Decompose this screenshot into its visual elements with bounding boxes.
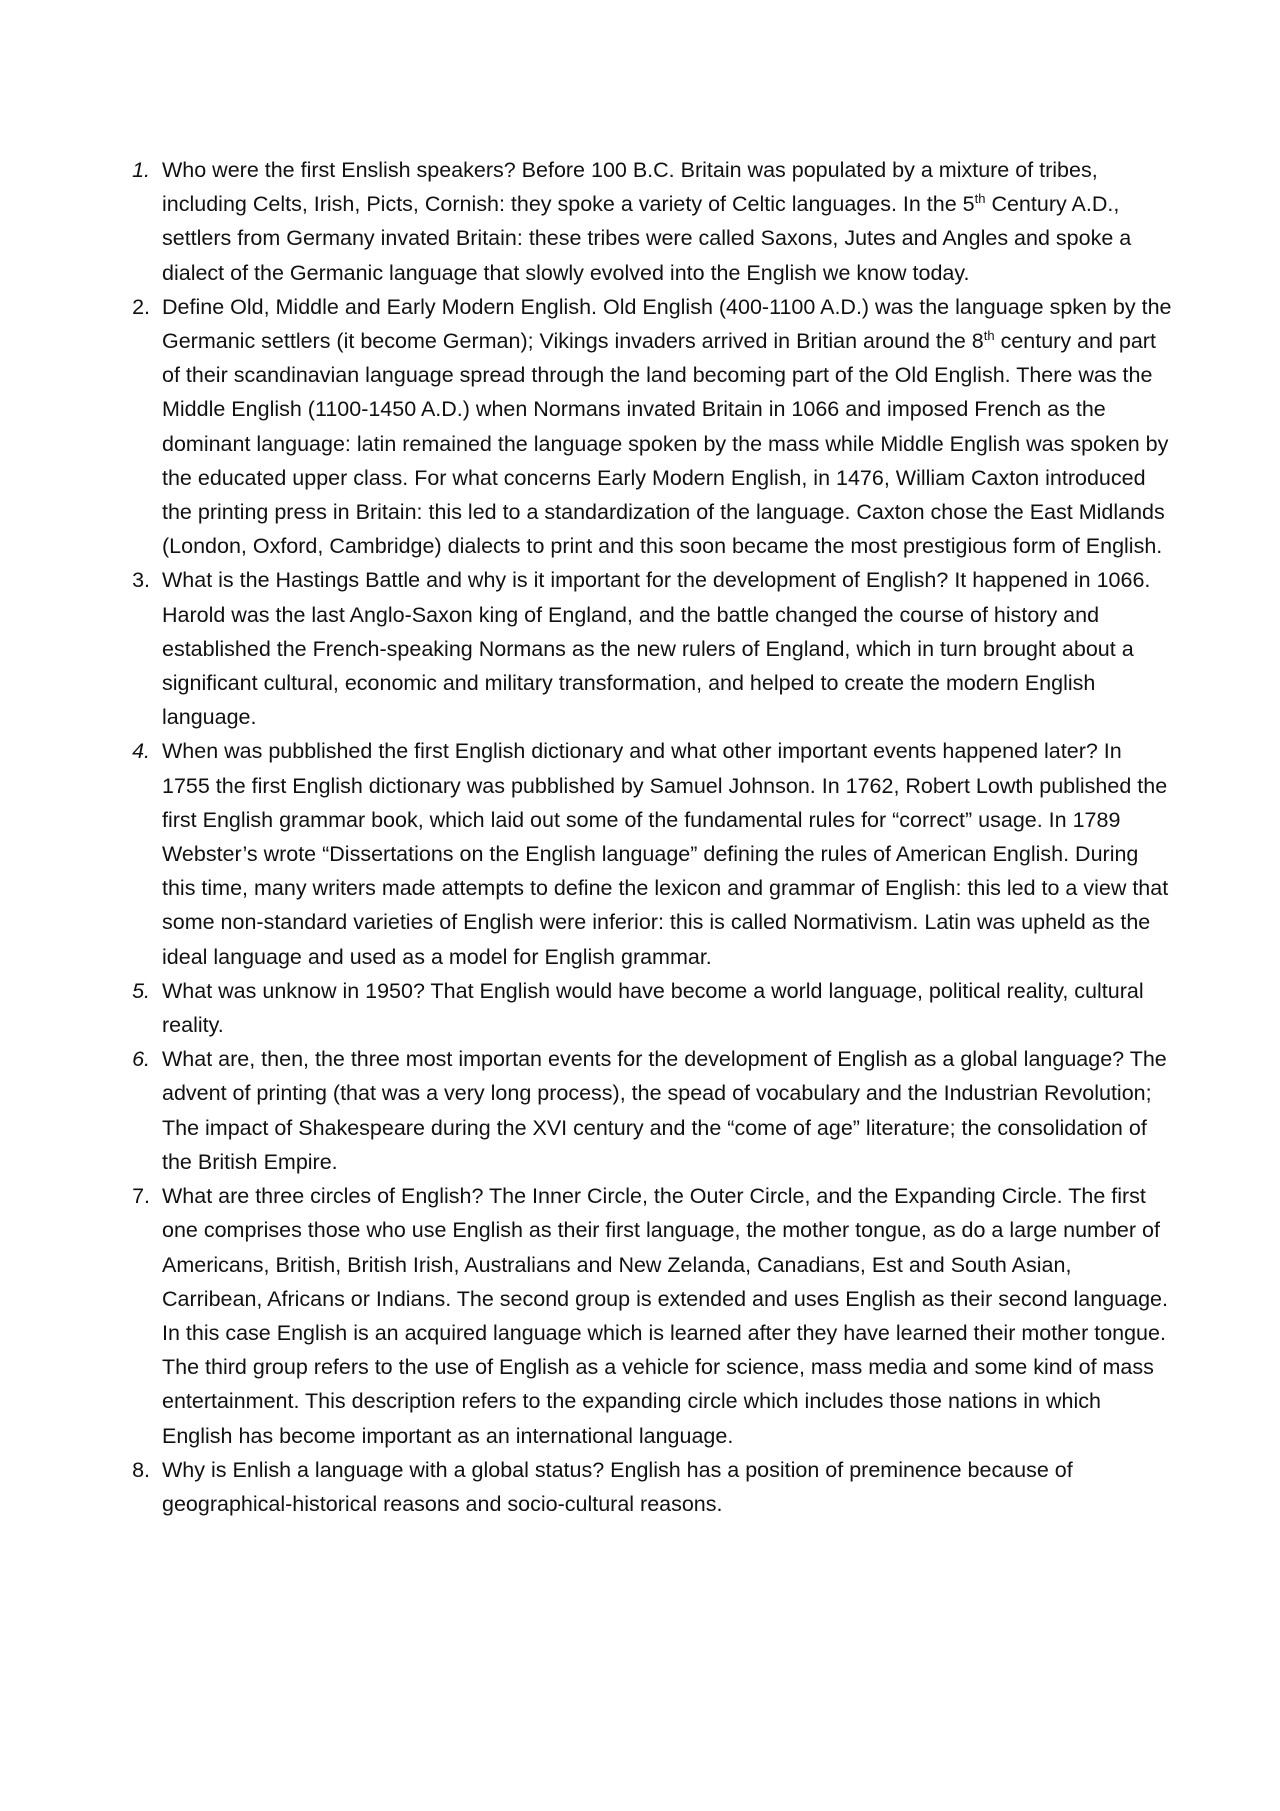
item-text: What are three circles of English? The Inner Circle, the Outer Circle, and the Expanding Circle. The first one comprises those who use English as their first language, the mother tongue, as do a large number of Americans, British, British Irish, Australians and New Zelanda, Canadians, Est and South Asian, Carribean, Africans or Indians. The second group is extended and uses English as their second language. In this case English is an acquired language which is learned after they have learned their mother tongue. The third group refers to the use of English as a vehicle for science, mass media and some kind of mass entertainment. This description refers to the expanding circle which includes those nations in which English has become important as an international language.: [162, 1184, 1168, 1448]
item-number: 2.: [132, 294, 150, 319]
list-item: [132, 563, 1172, 734]
item-text: When was pubblished the first English dictionary and what other important events happened later? In 1755 the first English dictionary was pubblished by Samuel Johnson. In 1762, Robert Lowth published the first English grammar book, which laid out some of the fundamental rules for “correct” usage. In 1789 Webster’s wrote “Dissertations on the English language” defining the rules of American English. During this time, many writers made attempts to define the lexicon and grammar of English: this led to a view that some non-standard varieties of English were inferior: this is called Normativism. Latin was upheld as the ideal language and used as a model for English grammar.: [162, 739, 1169, 969]
superscript: th: [983, 327, 995, 343]
list-item: [132, 734, 1172, 973]
item-text: Why is Enlish a language with a global status? English has a position of preminence because of geographical-historical reasons and socio-cultural reasons.: [162, 1457, 1073, 1516]
item-text: What is the Hastings Battle and why is it important for the development of English? It happened in 1066. Harold was the last Anglo-Saxon king of England, and the battle changed the course of history and established the French-speaking Normans as the new rulers of England, which in turn brought about a significant cultural, economic and military transformation, and helped to create the modern English language.: [162, 568, 1151, 730]
list-item: [132, 153, 1172, 290]
list-item: [132, 290, 1172, 564]
list-item: [132, 1042, 1172, 1179]
list-item: [132, 1453, 1172, 1521]
item-number: 6.: [132, 1047, 150, 1072]
list-item: [132, 974, 1172, 1042]
item-text: What was unknow in 1950? That English would have become a world language, political reality, cultural reality.: [162, 978, 1144, 1038]
item-number: 4.: [132, 739, 150, 764]
item-number: 1.: [132, 158, 150, 182]
item-number: 8.: [132, 1457, 150, 1482]
item-text: Define Old, Middle and Early Modern English. Old English (400-1100 A.D.) was the language spken by the Germanic settlers (it become German); Vikings invaders arrived in Britian around the 8th century and part of their scandinavian language spread through the land becoming part of the Old English. There was the Middle English (1100-1450 A.D.) when Normans invated Britain in 1066 and imposed French as the dominant language: latin remained the language spoken by the mass while Middle English was spoken by the educated upper class. For what concerns Early Modern English, in 1476, William Caxton introduced the printing press in Britain: this led to a standardization of the language. Caxton chose the East Midlands (London, Oxford, Cambridge) dialects to print and this soon became the most prestigious form of English.: [162, 294, 1172, 559]
item-text: What are, then, the three most importan events for the development of English as a global language? The advent of printing (that was a very long process), the spead of vocabulary and the Industrian Revolution; The impact of Shakespeare during the XVI century and the “come of age” literature; the consolidation of the British Empire.: [162, 1047, 1167, 1174]
item-text: Who were the first Enslish speakers? Before 100 B.C. Britain was populated by a mixture of tribes, including Celts, Irish, Picts, Cornish: they spoke a variety of Celtic languages. In the 5th Century A.D., settlers from Germany invated Britain: these tribes were called Saxons, Jutes and Angles and spoke a dialect of the Germanic language that slowly evolved into the English we know today.: [162, 158, 1132, 285]
superscript: th: [974, 191, 986, 207]
item-number: 5.: [132, 978, 150, 1003]
question-answer-list: [132, 153, 1172, 1521]
list-item: [132, 1179, 1172, 1453]
item-number: 3.: [132, 568, 150, 593]
item-number: 7.: [132, 1184, 150, 1209]
